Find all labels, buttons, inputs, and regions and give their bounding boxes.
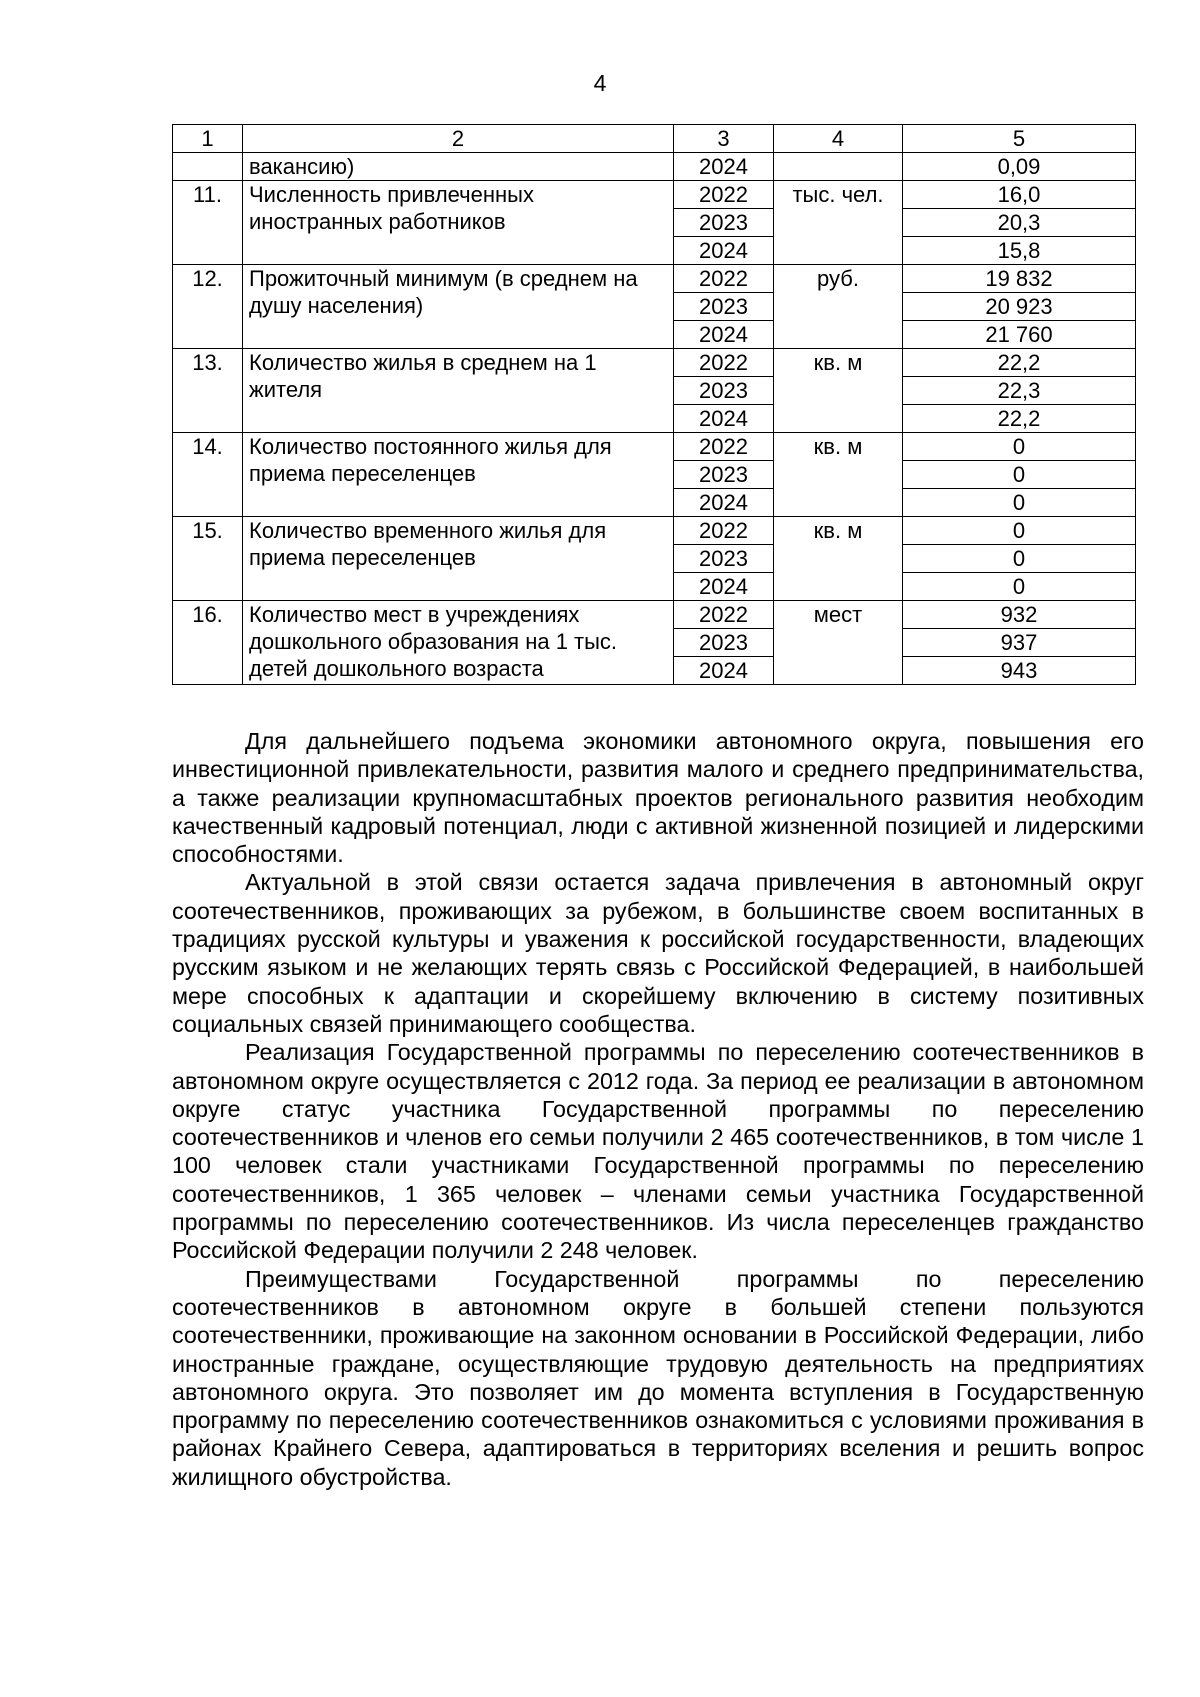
paragraph: Актуальной в этой связи остается задача привлечения в автономный округ соотечественников, проживающих за рубежом, в большинстве своем воспитанных в традициях русской культуры и уважения к российской государственности, владеющих русским языком и не желающих терять связь с Российской Федерацией, в наибольшей мере способных к адаптации и скорейшему включению в систему позитивных социальных связей принимающего сообщества. <box>172 869 1144 1037</box>
value-cell: 0 <box>903 433 1136 461</box>
unit-cell <box>774 153 903 181</box>
year-cell: 2024 <box>674 405 774 433</box>
header-col-2: 2 <box>243 125 674 153</box>
header-col-5: 5 <box>903 125 1136 153</box>
year-cell: 2022 <box>674 181 774 209</box>
table-row <box>173 349 1136 377</box>
year-cell: 2023 <box>674 461 774 489</box>
indicator-name: Количество постоянного жилья для приема переселенцев <box>243 433 674 517</box>
year-cell: 2023 <box>674 545 774 573</box>
year-cell: 2024 <box>674 153 774 181</box>
value-cell: 0,09 <box>903 153 1136 181</box>
row-number: 16. <box>173 601 243 685</box>
value-cell: 0 <box>903 545 1136 573</box>
indicator-name: Прожиточный минимум (в среднем на душу населения) <box>243 265 674 349</box>
year-cell: 2022 <box>674 433 774 461</box>
value-cell: 16,0 <box>903 181 1136 209</box>
value-cell: 20,3 <box>903 209 1136 237</box>
value-cell: 937 <box>903 629 1136 657</box>
year-cell: 2022 <box>674 517 774 545</box>
table-row <box>173 181 1136 209</box>
year-cell: 2024 <box>674 489 774 517</box>
value-cell: 22,2 <box>903 349 1136 377</box>
unit-cell: руб. <box>774 265 903 349</box>
value-cell: 22,2 <box>903 405 1136 433</box>
indicator-name: Количество временного жилья для приема переселенцев <box>243 517 674 601</box>
table-header-row <box>173 125 1136 153</box>
year-cell: 2023 <box>674 293 774 321</box>
row-number: 13. <box>173 349 243 433</box>
year-cell: 2023 <box>674 377 774 405</box>
table-row <box>173 265 1136 293</box>
value-cell: 20 923 <box>903 293 1136 321</box>
row-number <box>173 153 243 181</box>
table-row <box>173 601 1136 629</box>
table-row <box>173 517 1136 545</box>
table-row <box>173 433 1136 461</box>
year-cell: 2024 <box>674 321 774 349</box>
row-number: 15. <box>173 517 243 601</box>
page-number: 4 <box>593 70 607 96</box>
table-body <box>173 153 1136 685</box>
unit-cell: кв. м <box>774 517 903 601</box>
body-text <box>172 727 1144 1491</box>
indicators-table <box>172 124 1136 685</box>
indicator-name: Количество мест в учреждениях дошкольного образования на 1 тыс. детей дошкольного возраста <box>243 601 674 685</box>
value-cell: 22,3 <box>903 377 1136 405</box>
value-cell: 19 832 <box>903 265 1136 293</box>
value-cell: 0 <box>903 489 1136 517</box>
paragraph: Преимуществами Государственной программы по переселению соотечественников в автономном округе в большей степени пользуются соотечественники, проживающие на законном основании в Российской Федерации, либо иностранные граждане, осуществляющие трудовую деятельность на предприятиях автономного округа. Это позволяет им до момента вступления в Государственную программу по переселению соотечественников ознакомиться с условиями проживания в районах Крайнего Севера, адаптироваться в территориях вселения и решить вопрос жилищного обустройства. <box>172 1265 1144 1490</box>
value-cell: 21 760 <box>903 321 1136 349</box>
year-cell: 2024 <box>674 573 774 601</box>
year-cell: 2023 <box>674 629 774 657</box>
header-col-1: 1 <box>173 125 243 153</box>
year-cell: 2024 <box>674 657 774 685</box>
indicator-name: Численность привлеченных иностранных работников <box>243 181 674 265</box>
unit-cell: кв. м <box>774 349 903 433</box>
paragraph: Для дальнейшего подъема экономики автономного округа, повышения его инвестиционной привлекательности, развития малого и среднего предпринимательства, а также реализации крупномасштабных проектов регионального развития необходим качественный кадровый потенциал, люди с активной жизненной позицией и лидерскими способностями. <box>172 728 1144 868</box>
header-col-4: 4 <box>774 125 903 153</box>
value-cell: 932 <box>903 601 1136 629</box>
unit-cell: кв. м <box>774 433 903 517</box>
value-cell: 943 <box>903 657 1136 685</box>
year-cell: 2022 <box>674 601 774 629</box>
row-number: 14. <box>173 433 243 517</box>
table-header <box>173 125 1136 153</box>
row-number: 11. <box>173 181 243 265</box>
indicator-name: вакансию) <box>243 153 674 181</box>
value-cell: 0 <box>903 573 1136 601</box>
value-cell: 0 <box>903 517 1136 545</box>
table-row-continuation <box>173 153 1136 181</box>
value-cell: 0 <box>903 461 1136 489</box>
header-col-3: 3 <box>674 125 774 153</box>
value-cell: 15,8 <box>903 237 1136 265</box>
unit-cell: мест <box>774 601 903 685</box>
year-cell: 2023 <box>674 209 774 237</box>
unit-cell: тыс. чел. <box>774 181 903 265</box>
year-cell: 2024 <box>674 237 774 265</box>
year-cell: 2022 <box>674 265 774 293</box>
row-number: 12. <box>173 265 243 349</box>
year-cell: 2022 <box>674 349 774 377</box>
paragraph: Реализация Государственной программы по переселению соотечественников в автономном округе осуществляется с 2012 года. За период ее реализации в автономном округе статус участника Государственной программы по переселению соотечественников и членов его семьи получили 2 465 соотечественников, в том числе 1 100 человек стали участниками Государственной программы по переселению соотечественников, 1 365 человек – членами семьи участника Государственной программы по переселению соотечественников. Из числа переселенцев гражданство Российской Федерации получили 2 248 человек. <box>172 1039 1144 1264</box>
indicator-name: Количество жилья в среднем на 1 жителя <box>243 349 674 433</box>
